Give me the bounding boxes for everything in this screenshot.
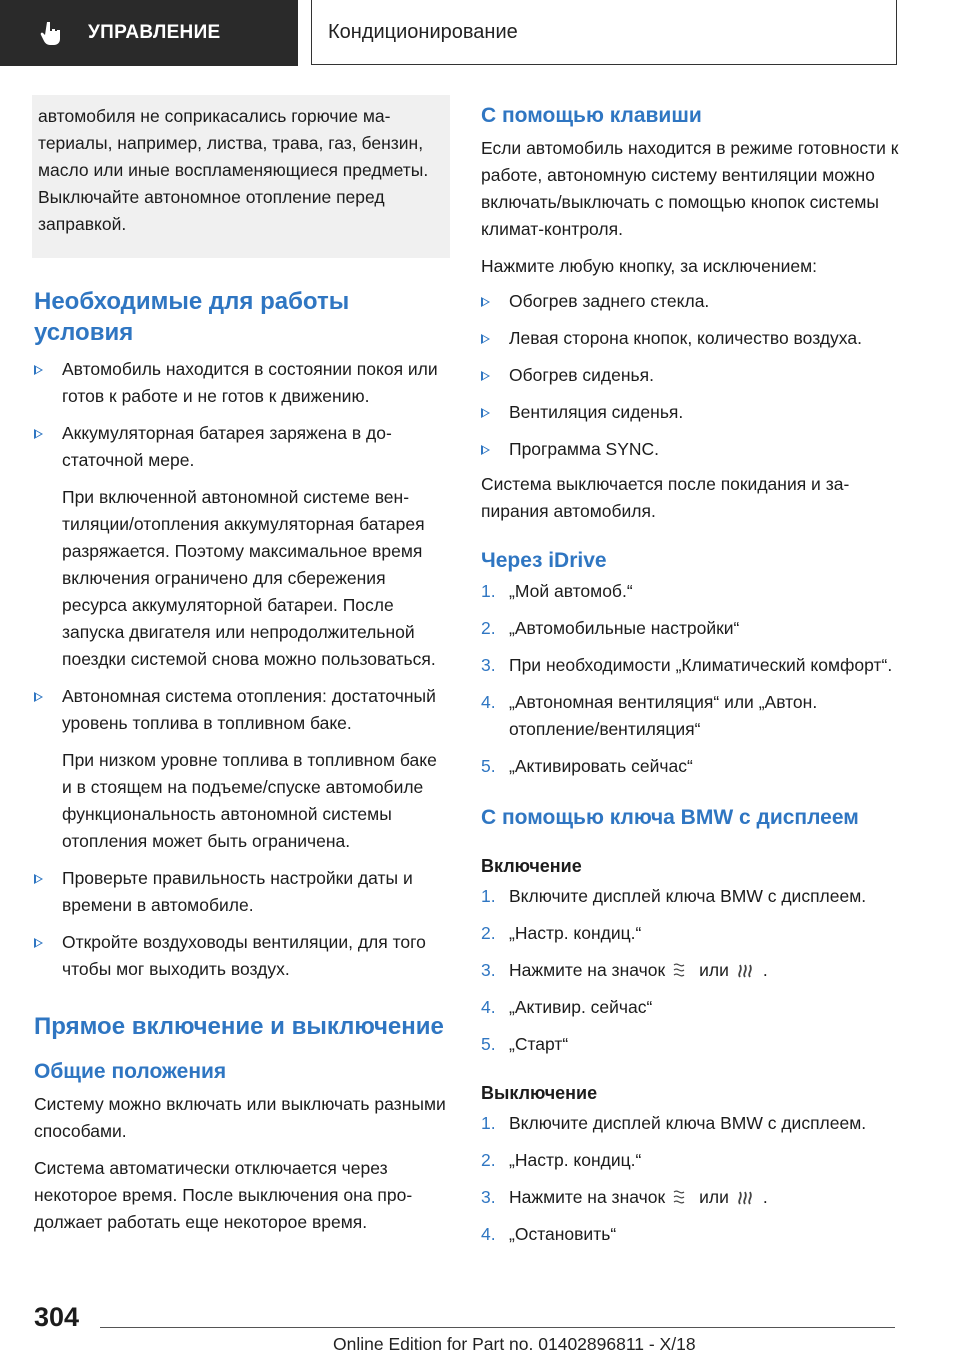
- list-item: 2. „Автомобильные настройки“: [481, 618, 740, 638]
- section-label: УПРАВЛЕНИЕ: [88, 22, 221, 43]
- chapter-title-box: [311, 0, 897, 65]
- button-paragraph-1: Если автомобиль находится в режиме готовности к работе, автономную систему вентиляции можно включать/выключать с помощью кнопок системы климат-контроля.: [481, 138, 899, 239]
- warning-box: [32, 95, 450, 258]
- on-heading: Включение: [481, 856, 582, 876]
- list-item: 3. Нажмите на значок или .: [481, 960, 768, 980]
- triangle-bullet-icon: [34, 938, 43, 948]
- step-text: „Настр. кондиц.“: [509, 1150, 642, 1170]
- item-text: Автономная система отопления: достаточный уровень топлива в топливном баке.: [62, 686, 436, 733]
- item-text: Проверьте правильность настройки даты и времени в автомобиле.: [62, 868, 413, 915]
- idrive-heading: Через iDrive: [481, 549, 607, 572]
- list-item: [481, 325, 901, 352]
- item-text: Откройте воздуховоды вентиляции, для того чтобы мог выходить воздух.: [62, 932, 426, 979]
- ventilation-icon: [671, 961, 693, 979]
- item-note: При низком уровне топлива в топливном баке и в стоящем на подъеме/спуске автомобиле функциональность автономной системы отопления может быть ограничена.: [62, 750, 437, 851]
- step-text: При необходимости „Климатический комфорт“.: [509, 655, 893, 675]
- on-steps: [481, 883, 901, 1058]
- list-item: [34, 929, 448, 983]
- section-tab: [0, 0, 298, 66]
- page-header: [0, 0, 960, 66]
- footer-divider: [100, 1327, 895, 1328]
- step-text: „Активир. сейчас“: [509, 997, 653, 1017]
- page-number: 304: [34, 1302, 80, 1332]
- list-item: 1. Включите дисплей ключа BMW с дисплеем.: [481, 1113, 867, 1133]
- right-column: [481, 102, 901, 1248]
- step-text: „Мой автомоб.“: [509, 581, 633, 601]
- list-item: 1. „Мой автомоб.“: [481, 581, 633, 601]
- conditions-heading: Необходимые для работы условия: [34, 288, 350, 346]
- triangle-bullet-icon: [481, 408, 490, 418]
- button-paragraph-2: Нажмите любую кнопку, за исключением:: [481, 256, 817, 276]
- list-item: 2. „Настр. кондиц.“: [481, 1150, 642, 1170]
- button-paragraph-3: Система выключается после покидания и запирания автомобиля.: [481, 474, 850, 521]
- list-item: 4. „Активир. сейчас“: [481, 997, 653, 1017]
- step-text: Включите дисплей ключа BMW с дисплеем.: [509, 886, 867, 906]
- item-text: Обогрев заднего стекла.: [509, 291, 710, 311]
- list-item: [34, 356, 448, 410]
- triangle-bullet-icon: [481, 371, 490, 381]
- list-item: 5. „Активировать сейчас“: [481, 756, 693, 776]
- ventilation-icon: [671, 1188, 693, 1206]
- list-item: [481, 288, 901, 315]
- item-text: Аккумуляторная батарея заряжена в достаточной мере.: [62, 423, 392, 470]
- triangle-bullet-icon: [34, 874, 43, 884]
- list-item: 3. Нажмите на значок или .: [481, 1187, 768, 1207]
- general-paragraph-2: Система автоматически отключается через некоторое время. После выключения она продолжает работать еще некоторое время.: [34, 1158, 413, 1232]
- item-text: Программа SYNC.: [509, 439, 660, 459]
- key-heading: С помощью ключа BMW с дисплеем: [481, 806, 859, 829]
- step-text: „Остановить“: [509, 1224, 617, 1244]
- item-note: При включенной автономной системе вентиляции/отопления аккумуляторная батарея разряжается. Поэтому максимальное время включения ограничено для сбережения ресурса аккумуляторной батареи. После запуска двигателя или непродолжительной поездки системой снова можно пользоваться.: [62, 487, 436, 669]
- hand-pointer-icon: [38, 20, 64, 46]
- item-text: Обогрев сиденья.: [509, 365, 654, 385]
- step-text: „Автономная вентиляция“ или „Автон. отопление/вентиляция“: [509, 692, 818, 739]
- warning-text: автомобиля не соприкасались горючие материалы, например, листва, трава, газ, бензин, масло или иные воспламеняющиеся предметы. Выключайте автономное отопление перед заправкой.: [38, 106, 429, 234]
- step-text: „Старт“: [509, 1034, 569, 1054]
- list-item: [34, 683, 448, 855]
- idrive-steps: [481, 578, 901, 780]
- triangle-bullet-icon: [34, 692, 43, 702]
- onoff-heading: Прямое включение и выключение: [34, 1013, 444, 1040]
- off-steps: [481, 1110, 901, 1248]
- triangle-bullet-icon: [34, 365, 43, 375]
- item-text: Левая сторона кнопок, количество воздуха.: [509, 328, 862, 348]
- left-column: [34, 95, 448, 1236]
- step-text: „Активировать сейчас“: [509, 756, 693, 776]
- list-item: 3. При необходимости „Климатический комфорт“.: [481, 655, 893, 675]
- list-item: [481, 436, 901, 463]
- heating-icon: [735, 1188, 757, 1206]
- triangle-bullet-icon: [481, 445, 490, 455]
- general-heading: Общие положения: [34, 1060, 227, 1083]
- list-item: 2. „Настр. кондиц.“: [481, 923, 642, 943]
- edition-text: Online Edition for Part no. 01402896811 - X/18: [333, 1334, 696, 1354]
- general-paragraph-1: Систему можно включать или выключать разными способами.: [34, 1094, 446, 1141]
- item-text: Вентиляция сиденья.: [509, 402, 684, 422]
- list-item: [34, 420, 448, 673]
- conditions-list: [34, 356, 448, 983]
- list-item: 5. „Старт“: [481, 1034, 569, 1054]
- step-text: „Настр. кондиц.“: [509, 923, 642, 943]
- page-footer: [0, 1290, 960, 1362]
- triangle-bullet-icon: [34, 429, 43, 439]
- list-item: 4. „Остановить“: [481, 1224, 617, 1244]
- list-item: [34, 865, 448, 919]
- button-heading: С помощью клавиши: [481, 104, 702, 127]
- item-text: Автомобиль находится в состоянии покоя или готов к работе и не готов к движению.: [62, 359, 438, 406]
- off-heading: Выключение: [481, 1083, 598, 1103]
- triangle-bullet-icon: [481, 334, 490, 344]
- exceptions-list: [481, 288, 901, 463]
- list-item: 4. „Автономная вентиляция“ или „Автон. отопление/вентиляция“: [481, 692, 818, 739]
- step-text: „Автомобильные настройки“: [509, 618, 740, 638]
- list-item: [481, 399, 901, 426]
- list-item: 1. Включите дисплей ключа BMW с дисплеем.: [481, 886, 867, 906]
- heating-icon: [735, 961, 757, 979]
- list-item: [481, 362, 901, 389]
- step-text: Включите дисплей ключа BMW с дисплеем.: [509, 1113, 867, 1133]
- triangle-bullet-icon: [481, 297, 490, 307]
- chapter-title: Кондиционирование: [328, 20, 518, 43]
